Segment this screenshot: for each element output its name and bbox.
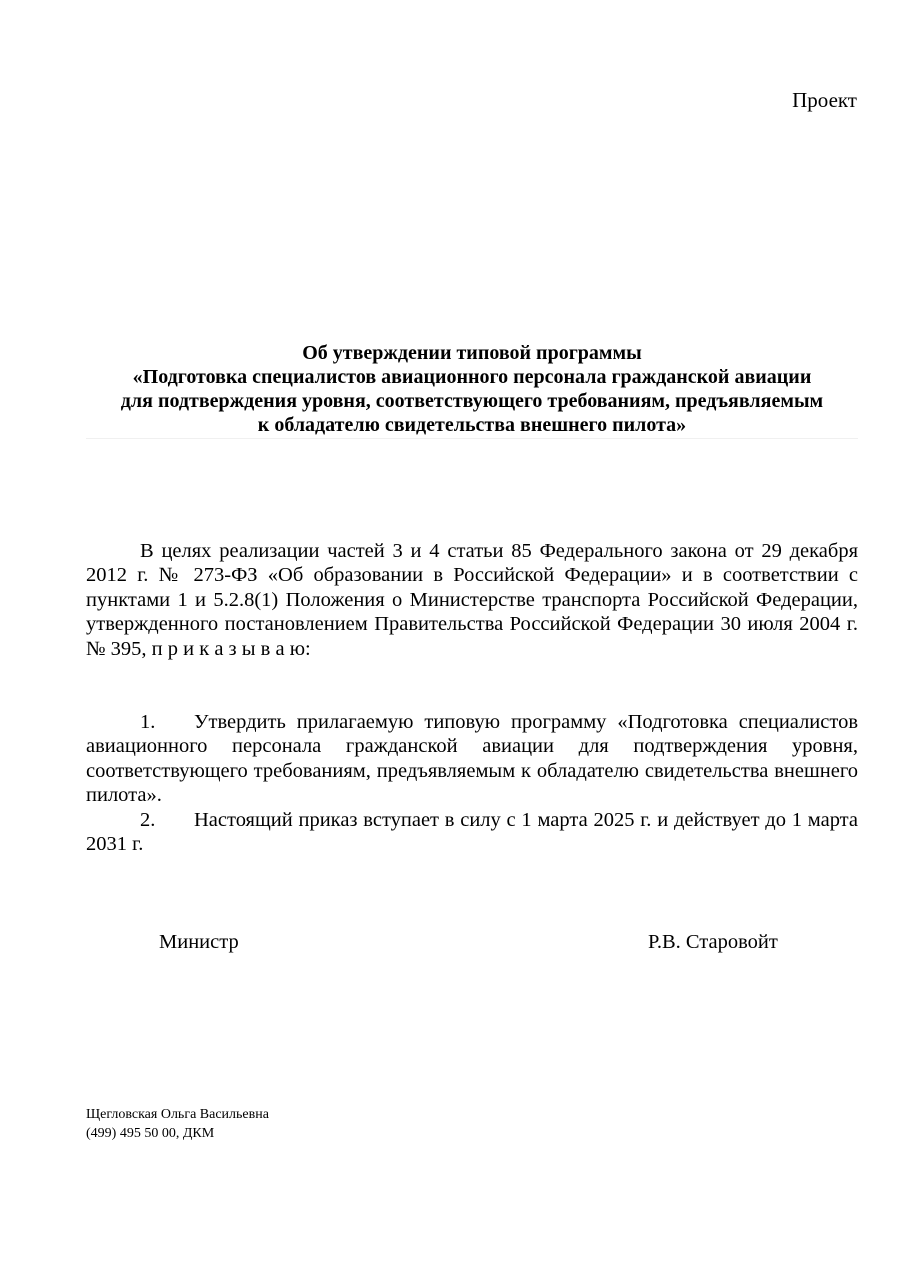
order-number: 1. (140, 711, 156, 733)
order-item (86, 808, 858, 857)
document-title (86, 341, 858, 437)
executor-name: Щегловская Ольга Васильевна (86, 1107, 269, 1122)
title-line: для подтверждения уровня, соответствующего требованиям, предъявляемым (120, 390, 824, 412)
executor-contact: (499) 495 50 00, ДКМ (86, 1126, 215, 1141)
title-line: «Подготовка специалистов авиационного персонала гражданской авиации (132, 366, 812, 388)
signature-name: Р.В. Старовойт (648, 931, 778, 953)
order-item (86, 710, 858, 808)
title-divider (86, 438, 858, 439)
title-line: к обладателю свидетельства внешнего пилота» (257, 414, 687, 436)
draft-mark: Проект (792, 88, 857, 112)
order-number: 2. (140, 808, 156, 831)
preamble-paragraph: В целях реализации частей 3 и 4 статьи 85 Федерального закона от 29 декабря 2012 г. № 273-ФЗ «Об образовании в Российской Федерации» и в соответствии с пунктами 1 и 5.2.8(1) Положения о Министерстве транспорта Российской Федерации, утвержденного постановлением Правительства Российской Федерации 30 июля 2004 г. № 395, п р и к а з ы в а ю: (86, 540, 858, 660)
title-line: Об утверждении типовой программы (302, 342, 642, 364)
executor-block (86, 1105, 269, 1143)
order-text: Утвердить прилагаемую типовую программу «Подготовка специалистов авиационного персонала гражданской авиации для подтверждения уровня, соответствующего требованиям, предъявляемым к обладателю свидетельства внешнего пилота». (86, 711, 858, 807)
signature-role: Министр (159, 931, 239, 953)
order-list (86, 710, 858, 856)
order-text: Настоящий приказ вступает в силу с 1 марта 2025 г. и действует до 1 марта 2031 г. (86, 808, 858, 856)
